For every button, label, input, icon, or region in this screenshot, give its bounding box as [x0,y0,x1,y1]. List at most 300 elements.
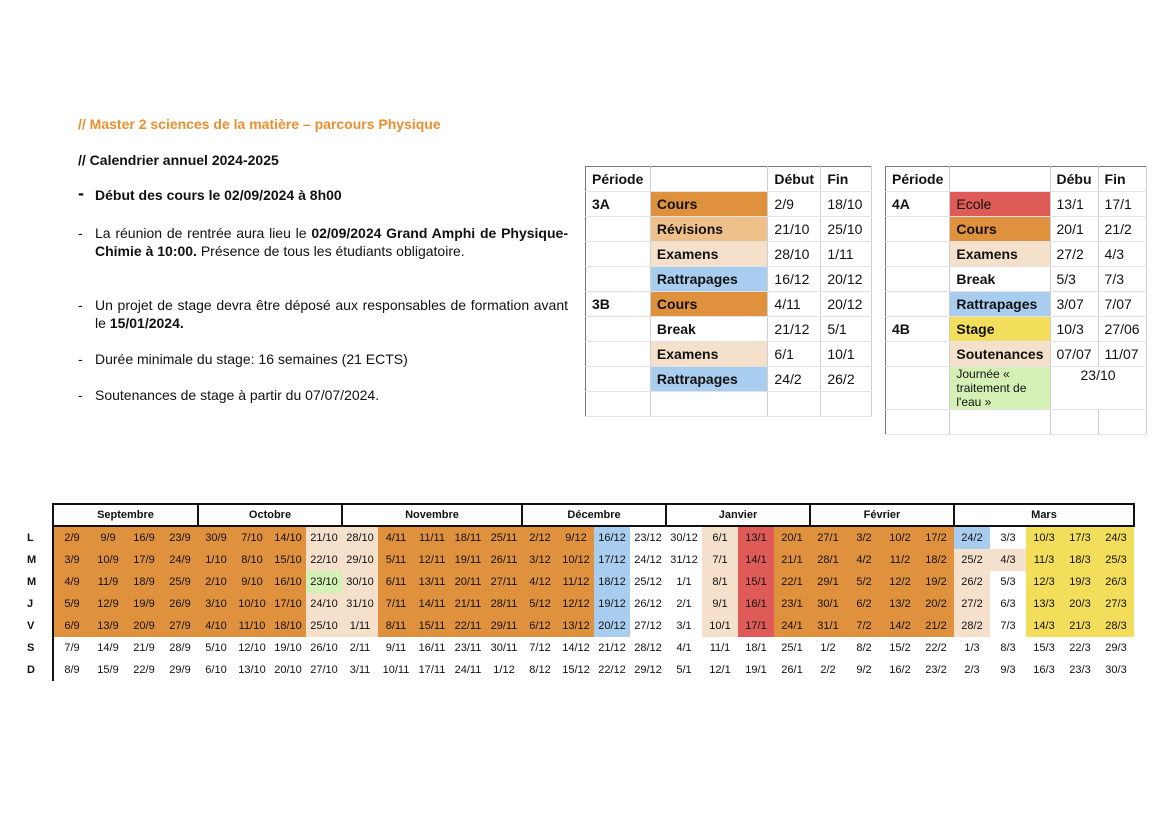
calendar-cell: 27/12 [630,615,666,637]
calendar-cell: 4/2 [846,549,882,571]
period-start [768,392,821,417]
calendar-cell: 7/9 [53,637,90,659]
calendar-cell: 30/1 [810,593,846,615]
period-header-cell [950,167,1050,192]
calendar-cell: 3/9 [53,549,90,571]
period-row [586,317,872,342]
period-label: Soutenances [950,342,1050,367]
calendar-cell: 28/1 [810,549,846,571]
calendar-cell: 19/10 [270,637,306,659]
calendar-cell: 25/12 [630,571,666,593]
bullet-meeting [78,224,568,260]
calendar-cell: 11/9 [90,571,126,593]
bullet-duration [78,350,568,368]
calendar-cell: 1/1 [666,571,702,593]
calendar-cell: 24/2 [954,526,990,549]
period-end [821,392,872,417]
calendar-cell: 4/9 [53,571,90,593]
period-code [886,242,950,267]
calendar-cell: 6/11 [378,571,414,593]
period-header-row [586,167,872,192]
calendar-cell: 12/2 [882,571,918,593]
period-label: Rattrapages [650,267,768,292]
calendar-cell: 4/12 [522,571,558,593]
calendar-cell: 24/10 [306,593,342,615]
calendar-cell: 20/1 [774,526,810,549]
calendar-cell: 20/3 [1062,593,1098,615]
calendar-cell: 25/2 [954,549,990,571]
calendar-row [25,615,1134,637]
calendar-cell: 6/1 [702,526,738,549]
calendar-cell: 10/1 [702,615,738,637]
calendar-cell: 22/2 [918,637,954,659]
calendar-cell: 1/12 [486,659,522,681]
calendar-cell: 3/2 [846,526,882,549]
bullet-dash: - [78,183,84,203]
calendar-cell: 26/3 [1098,571,1134,593]
month-header: Mars [954,504,1134,526]
period-code [586,217,651,242]
calendar-cell: 5/11 [378,549,414,571]
calendar-cell: 19/12 [594,593,630,615]
calendar-cell: 22/12 [594,659,630,681]
period-end: 21/2 [1098,217,1146,242]
period-table-semester-3 [585,166,872,417]
period-code [886,292,950,317]
period-row [586,367,872,392]
calendar-cell: 9/2 [846,659,882,681]
period-code [586,342,651,367]
months-row [25,504,1134,526]
calendar-cell: 10/11 [378,659,414,681]
period-label: Examens [950,242,1050,267]
calendar-cell: 21/2 [918,615,954,637]
calendar-cell: 20/10 [270,659,306,681]
calendar-cell: 11/12 [558,571,594,593]
day-label: M [25,549,53,571]
calendar-cell: 18/9 [126,571,162,593]
period-header-cell: Période [586,167,651,192]
calendar-cell: 30/12 [666,526,702,549]
period-end: 10/1 [821,342,872,367]
calendar-cell: 8/11 [378,615,414,637]
period-end: 7/07 [1098,292,1146,317]
calendar-cell: 8/1 [702,571,738,593]
calendar-cell: 1/11 [342,615,378,637]
calendar-cell: 8/10 [234,549,270,571]
calendar-cell: 17/9 [126,549,162,571]
calendar-cell: 13/11 [414,571,450,593]
calendar-cell: 4/1 [666,637,702,659]
page-subtitle: // Calendrier annuel 2024-2025 [78,152,279,168]
calendar-cell: 14/11 [414,593,450,615]
calendar-cell: 13/1 [738,526,774,549]
period-label: Break [950,267,1050,292]
bullet-text: La réunion de rentrée aura lieu le 02/09/2024 Grand Amphi de Physique-Chimie à 10:00. Présence de tous les étudiants obligatoire. [95,225,568,259]
calendar-cell: 15/12 [558,659,594,681]
calendar-cell: 23/3 [1062,659,1098,681]
calendar-cell: 21/3 [1062,615,1098,637]
calendar-cell: 14/1 [738,549,774,571]
calendar-cell: 18/1 [738,637,774,659]
period-code [886,217,950,242]
calendar-cell: 25/1 [774,637,810,659]
period-table-semester-4 [885,166,1147,435]
period-start: 5/3 [1050,267,1098,292]
calendar-cell: 29/9 [162,659,198,681]
calendar-cell: 15/11 [414,615,450,637]
calendar-cell: 12/11 [414,549,450,571]
calendar-cell: 4/3 [990,549,1026,571]
period-label: Ecole [950,192,1050,217]
calendar-cell: 1/2 [810,637,846,659]
calendar-cell: 3/3 [990,526,1026,549]
period-header-cell: Débu [1050,167,1098,192]
calendar-cell: 12/1 [702,659,738,681]
calendar-cell: 26/10 [306,637,342,659]
calendar-cell: 17/3 [1062,526,1098,549]
calendar-cell: 3/11 [342,659,378,681]
calendar-cell: 3/10 [198,593,234,615]
calendar-cell: 28/3 [1098,615,1134,637]
period-header-cell: Période [886,167,950,192]
calendar-cell: 8/12 [522,659,558,681]
calendar-cell: 17/10 [270,593,306,615]
period-label: Rattrapages [950,292,1050,317]
period-end: 18/10 [821,192,872,217]
period-row [586,217,872,242]
calendar-cell: 17/12 [594,549,630,571]
calendar-cell: 16/12 [594,526,630,549]
calendar-cell: 31/10 [342,593,378,615]
calendar-cell: 15/10 [270,549,306,571]
period-code [586,242,651,267]
calendar-cell: 26/11 [486,549,522,571]
calendar-cell: 27/3 [1098,593,1134,615]
period-start: 20/1 [1050,217,1098,242]
period-label: Cours [650,192,768,217]
calendar-cell: 20/11 [450,571,486,593]
day-label: M [25,571,53,593]
period-start: 2/9 [768,192,821,217]
calendar-cell: 26/1 [774,659,810,681]
calendar-cell: 5/9 [53,593,90,615]
period-start: 16/12 [768,267,821,292]
calendar-cell: 19/11 [450,549,486,571]
period-start: 10/3 [1050,317,1098,342]
calendar-cell: 14/10 [270,526,306,549]
calendar-cell: 4/10 [198,615,234,637]
period-row [886,242,1147,267]
calendar-cell: 15/2 [882,637,918,659]
period-code [586,367,651,392]
calendar-cell: 23/1 [774,593,810,615]
period-code [586,392,651,417]
period-row [886,367,1147,410]
calendar-cell: 5/1 [666,659,702,681]
month-header: Février [810,504,954,526]
calendar-cell: 29/3 [1098,637,1134,659]
day-label: D [25,659,53,681]
calendar-cell: 7/3 [990,615,1026,637]
calendar-cell: 22/1 [774,571,810,593]
period-start: 13/1 [1050,192,1098,217]
calendar-cell: 2/9 [53,526,90,549]
calendar-cell: 30/11 [486,637,522,659]
calendar-cell: 14/3 [1026,615,1062,637]
calendar-cell: 31/1 [810,615,846,637]
period-row [886,342,1147,367]
calendar-cell: 24/12 [630,549,666,571]
calendar-cell: 3/1 [666,615,702,637]
calendar-cell: 24/9 [162,549,198,571]
calendar-cell: 30/3 [1098,659,1134,681]
calendar-cell: 6/10 [198,659,234,681]
calendar-cell: 11/10 [234,615,270,637]
calendar-cell: 17/1 [738,615,774,637]
calendar-cell: 2/3 [954,659,990,681]
period-code [886,342,950,367]
calendar-cell: 16/3 [1026,659,1062,681]
month-header: Novembre [342,504,522,526]
annual-calendar [25,503,1135,681]
bullet-text: Un projet de stage devra être déposé aux responsables de formation avant le 15/01/2024. [95,297,568,331]
period-end: 4/3 [1098,242,1146,267]
period-end [1098,410,1146,435]
period-header-row [886,167,1147,192]
calendar-cell: 24/1 [774,615,810,637]
calendar-cell: 16/1 [738,593,774,615]
calendar-cell: 28/9 [162,637,198,659]
calendar-cell: 21/12 [594,637,630,659]
bullet-internship-project [78,296,568,332]
calendar-cell: 14/9 [90,637,126,659]
period-end: 17/1 [1098,192,1146,217]
calendar-cell: 24/3 [1098,526,1134,549]
period-row [586,392,872,417]
period-row [586,342,872,367]
calendar-cell: 16/9 [126,526,162,549]
period-start: 3/07 [1050,292,1098,317]
period-code: 4B [886,317,950,342]
calendar-row [25,637,1134,659]
calendar-row [25,593,1134,615]
period-label [650,392,768,417]
calendar-cell: 18/12 [594,571,630,593]
calendar-cell: 2/12 [522,526,558,549]
calendar-cell: 16/11 [414,637,450,659]
calendar-cell: 11/2 [882,549,918,571]
period-code: 4A [886,192,950,217]
calendar-cell: 26/12 [630,593,666,615]
calendar-cell: 22/10 [306,549,342,571]
month-header: Octobre [198,504,342,526]
calendar-cell: 7/10 [234,526,270,549]
calendar-cell: 6/3 [990,593,1026,615]
period-row [886,410,1147,435]
period-start: 27/2 [1050,242,1098,267]
calendar-cell: 15/3 [1026,637,1062,659]
calendar-row [25,526,1134,549]
calendar-cell: 5/12 [522,593,558,615]
period-header-cell [650,167,768,192]
month-corner [25,504,53,526]
calendar-cell: 1/3 [954,637,990,659]
calendar-cell: 22/9 [126,659,162,681]
period-label: Stage [950,317,1050,342]
period-code [586,267,651,292]
period-label: Examens [650,242,768,267]
period-end: 25/10 [821,217,872,242]
calendar-cell: 27/10 [306,659,342,681]
calendar-cell: 8/3 [990,637,1026,659]
period-row [586,242,872,267]
calendar-cell: 10/3 [1026,526,1062,549]
period-start: 6/1 [768,342,821,367]
calendar-cell: 12/3 [1026,571,1062,593]
period-row [886,267,1147,292]
calendar-cell: 10/10 [234,593,270,615]
period-start: 21/10 [768,217,821,242]
period-label: Rattrapages [650,367,768,392]
calendar-cell: 7/2 [846,615,882,637]
period-start: 4/11 [768,292,821,317]
calendar-cell: 13/12 [558,615,594,637]
calendar-cell: 28/10 [342,526,378,549]
period-start: 21/12 [768,317,821,342]
period-end: 11/07 [1098,342,1146,367]
calendar-cell: 22/11 [450,615,486,637]
calendar-cell: 7/11 [378,593,414,615]
calendar-cell: 23/2 [918,659,954,681]
bullet-defense [78,386,568,404]
period-row [586,267,872,292]
period-label: Break [650,317,768,342]
bullet-dash: - [78,225,83,241]
calendar-cell: 21/11 [450,593,486,615]
period-row [886,217,1147,242]
calendar-cell: 19/9 [126,593,162,615]
month-header: Janvier [666,504,810,526]
calendar-cell: 30/9 [198,526,234,549]
calendar-row [25,549,1134,571]
calendar-row [25,571,1134,593]
period-start: 28/10 [768,242,821,267]
period-label: Cours [650,292,768,317]
calendar-cell: 14/12 [558,637,594,659]
calendar-cell: 19/2 [918,571,954,593]
calendar-cell: 5/3 [990,571,1026,593]
calendar-cell: 3/12 [522,549,558,571]
period-row [586,192,872,217]
calendar-cell: 9/12 [558,526,594,549]
period-label: Examens [650,342,768,367]
period-start: 07/07 [1050,342,1098,367]
calendar-cell: 5/10 [198,637,234,659]
calendar-cell: 6/12 [522,615,558,637]
calendar-cell: 27/2 [954,593,990,615]
calendar-cell: 25/9 [162,571,198,593]
page-title: // Master 2 sciences de la matière – parcours Physique [78,116,441,132]
bullet-text: Durée minimale du stage: 16 semaines (21 ECTS) [95,351,408,367]
calendar-cell: 26/9 [162,593,198,615]
calendar-cell: 22/3 [1062,637,1098,659]
calendar-cell: 9/11 [378,637,414,659]
period-label [950,410,1050,435]
calendar-cell: 11/11 [414,526,450,549]
calendar-cell: 2/2 [810,659,846,681]
calendar-cell: 9/1 [702,593,738,615]
calendar-cell: 18/2 [918,549,954,571]
calendar-cell: 1/10 [198,549,234,571]
period-label: Journée « traitement de l'eau » [950,367,1050,410]
calendar-cell: 9/3 [990,659,1026,681]
calendar-cell: 9/10 [234,571,270,593]
period-label: Cours [950,217,1050,242]
calendar-cell: 12/10 [234,637,270,659]
calendar-cell: 8/2 [846,637,882,659]
calendar-cell: 21/10 [306,526,342,549]
period-row [886,192,1147,217]
calendar-cell: 15/1 [738,571,774,593]
period-code [886,367,950,410]
calendar-cell: 21/9 [126,637,162,659]
period-start [1050,410,1098,435]
calendar-cell: 28/12 [630,637,666,659]
calendar-cell: 28/11 [486,593,522,615]
bullet-text: Soutenances de stage à partir du 07/07/2024. [95,387,380,403]
calendar-cell: 23/10 [306,571,342,593]
calendar-cell: 6/2 [846,593,882,615]
period-end: 20/12 [821,292,872,317]
calendar-cell: 16/10 [270,571,306,593]
period-end: 20/12 [821,267,872,292]
period-code [886,410,950,435]
calendar-cell: 20/12 [594,615,630,637]
calendar-cell: 7/1 [702,549,738,571]
period-code [886,267,950,292]
calendar-cell: 16/2 [882,659,918,681]
calendar-cell: 27/9 [162,615,198,637]
calendar-cell: 17/2 [918,526,954,549]
calendar-cell: 29/11 [486,615,522,637]
calendar-cell: 13/10 [234,659,270,681]
calendar-cell: 11/1 [702,637,738,659]
calendar-cell: 29/10 [342,549,378,571]
calendar-cell: 4/11 [378,526,414,549]
bullet-text: Début des cours le 02/09/2024 à 8h00 [95,187,342,203]
calendar-cell: 29/12 [630,659,666,681]
calendar-cell: 21/1 [774,549,810,571]
bullet-start-date [78,183,568,204]
bullet-dash: - [78,351,83,367]
day-label: L [25,526,53,549]
calendar-cell: 18/10 [270,615,306,637]
calendar-cell: 30/10 [342,571,378,593]
period-row [886,317,1147,342]
period-start: 24/2 [768,367,821,392]
calendar-cell: 10/9 [90,549,126,571]
calendar-cell: 27/11 [486,571,522,593]
calendar-cell: 2/11 [342,637,378,659]
calendar-cell: 17/11 [414,659,450,681]
period-code [586,317,651,342]
calendar-cell: 5/2 [846,571,882,593]
calendar-cell: 10/2 [882,526,918,549]
calendar-cell: 15/9 [90,659,126,681]
calendar-cell: 23/12 [630,526,666,549]
bullet-dash: - [78,387,83,403]
